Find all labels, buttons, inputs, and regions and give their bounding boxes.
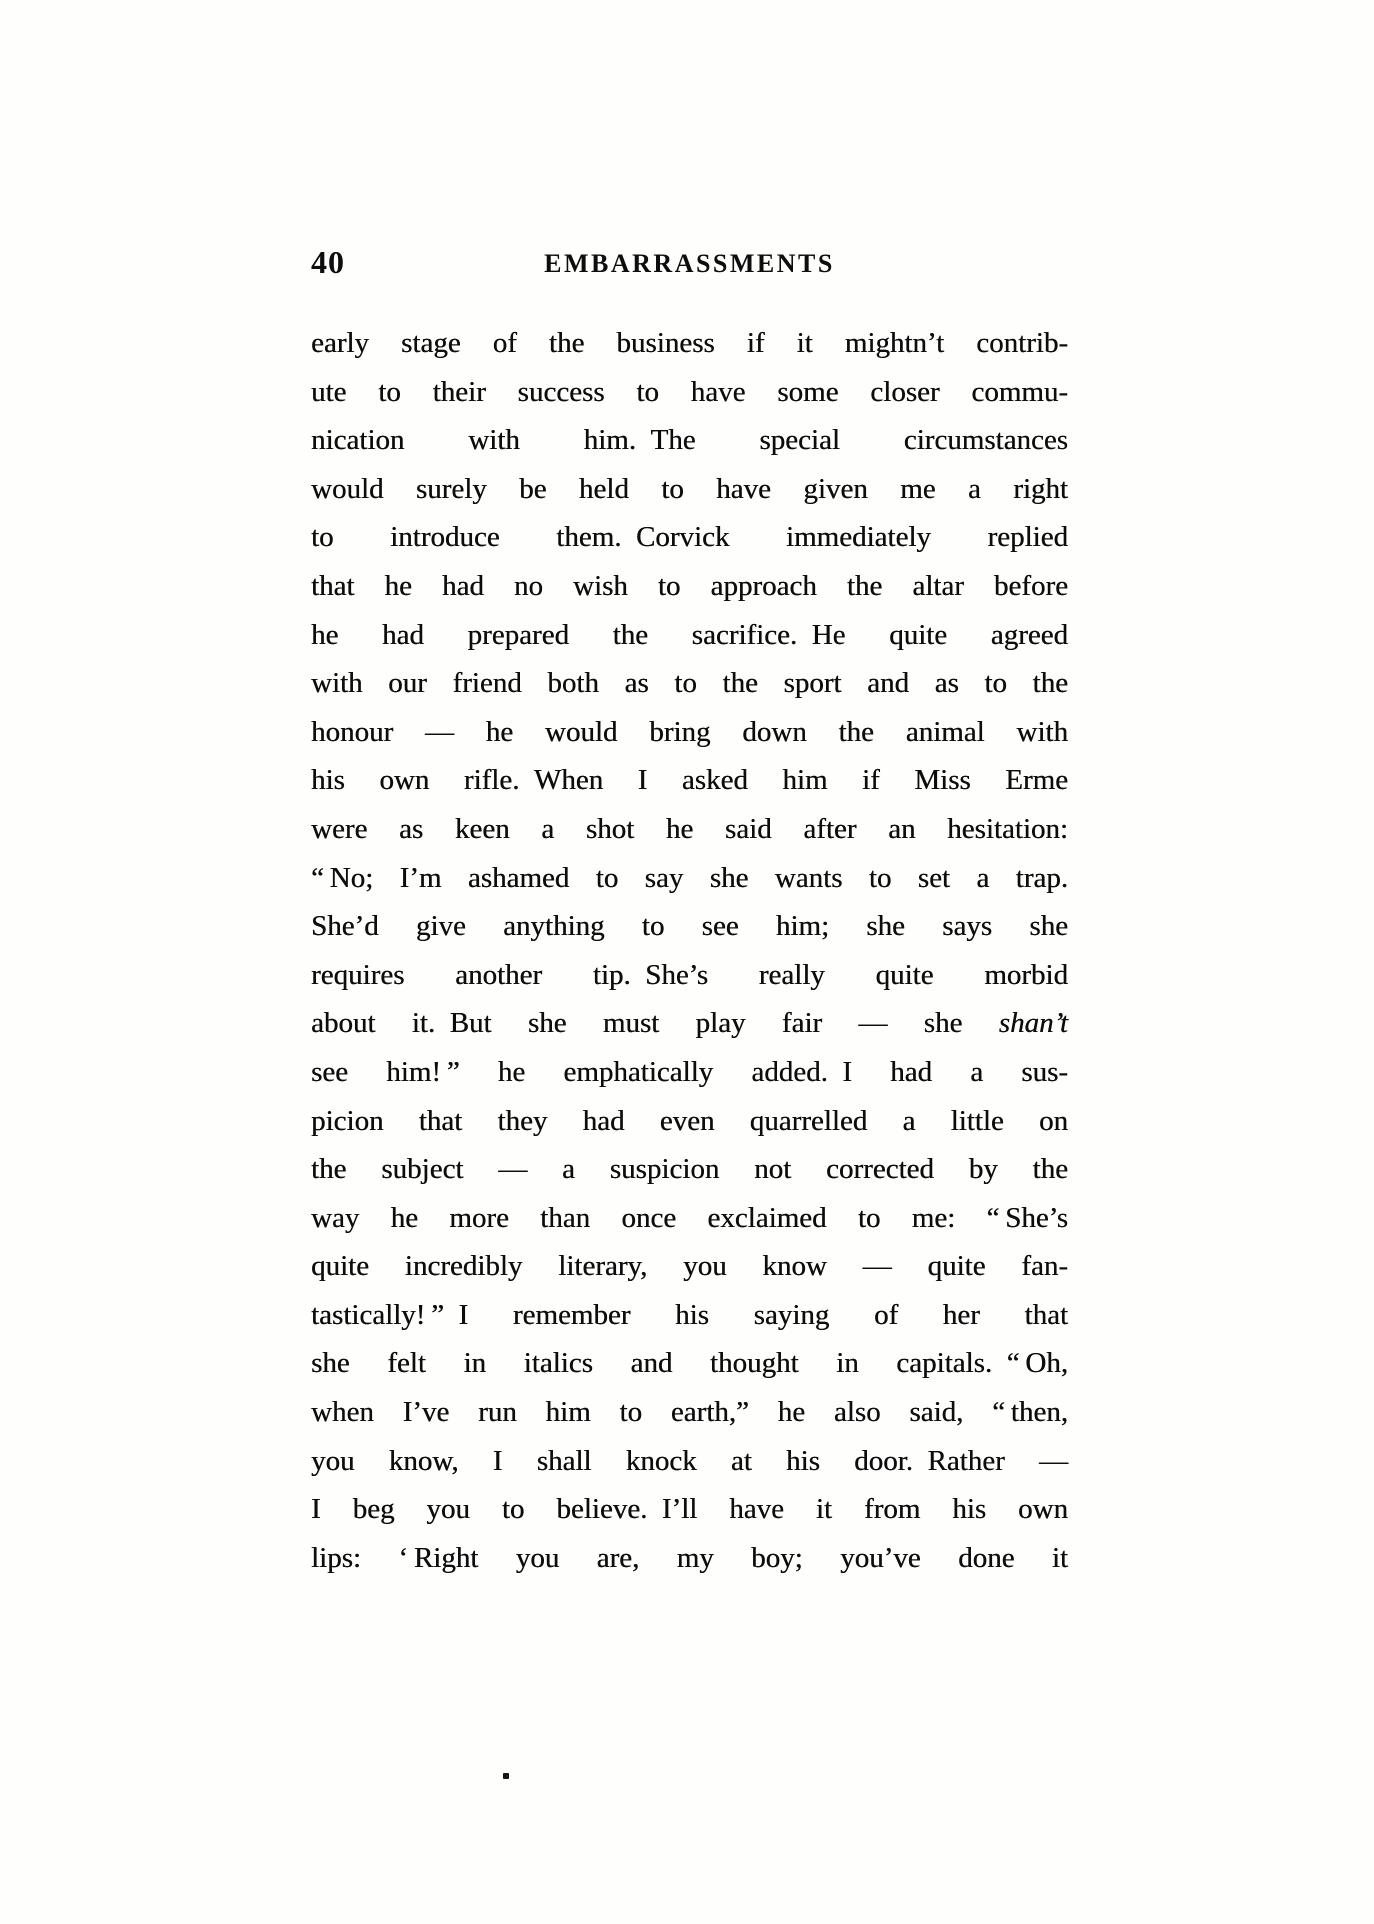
page-number: 40 [311, 244, 345, 280]
body-text [311, 319, 1068, 1582]
text-line: tastically! ” I remember his saying of her that [311, 1298, 1068, 1331]
text-line: that he had no wish to approach the altar before [311, 569, 1068, 602]
text-line: see him! ” he emphatically added. I had a sus- [311, 1055, 1068, 1088]
text-line-segment: about it. But she must play fair — she [311, 1007, 999, 1040]
text-line: with our friend both as to the sport and as to the [311, 667, 1068, 700]
text-line: I beg you to believe. I’ll have it from his own [311, 1493, 1068, 1526]
text-line: way he more than once exclaimed to me: “ She’s [311, 1201, 1068, 1234]
text-line: ute to their success to have some closer commu- [311, 375, 1068, 408]
text-line: you know, I shall knock at his door. Rather — [311, 1444, 1068, 1477]
text-line: quite incredibly literary, you know — quite fan- [311, 1250, 1068, 1283]
running-head: EMBARRASSMENTS [544, 249, 835, 278]
text-line: the subject — a suspicion not corrected by the [311, 1153, 1068, 1186]
text-line: honour — he would bring down the animal with [311, 715, 1068, 748]
text-line: to introduce them. Corvick immediately replied [311, 521, 1068, 554]
text-line: would surely be held to have given me a right [311, 472, 1068, 505]
text-line: his own rifle. When I asked him if Miss Erme [311, 764, 1068, 797]
text-line: “ No; I’m ashamed to say she wants to set a trap. [311, 861, 1068, 894]
text-line: requires another tip. She’s really quite morbid [311, 958, 1068, 991]
ink-speck [503, 1773, 509, 1779]
italic-word: shan’t [998, 1007, 1068, 1040]
text-line: early stage of the business if it mightn’t contrib- [311, 327, 1068, 359]
text-line: She’d give anything to see him; she says she [311, 910, 1068, 943]
text-line: nication with him. The special circumstances [311, 424, 1068, 457]
text-line: when I’ve run him to earth,” he also said, “ then, [311, 1396, 1068, 1429]
text-line: he had prepared the sacrifice. He quite agreed [311, 618, 1068, 651]
text-line: were as keen a shot he said after an hesitation: [311, 812, 1068, 845]
text-line: picion that they had even quarrelled a little on [311, 1104, 1068, 1137]
text-line: she felt in italics and thought in capitals. “ Oh, [311, 1347, 1068, 1380]
text-line [311, 999, 1068, 1048]
text-line: lips: ‘ Right you are, my boy; you’ve done it [311, 1541, 1068, 1574]
